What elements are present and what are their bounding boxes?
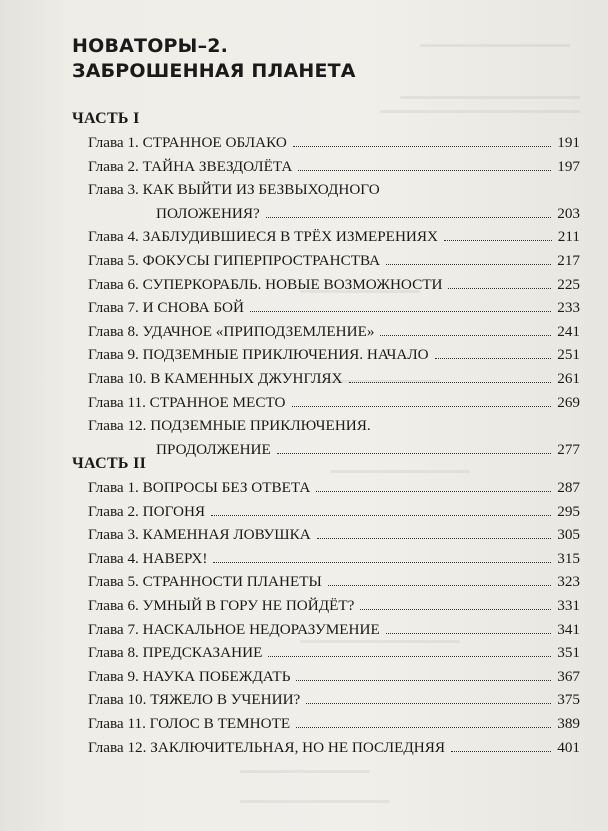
dot-leader bbox=[328, 585, 551, 586]
toc-entry bbox=[88, 642, 580, 666]
toc-entry bbox=[88, 689, 580, 713]
page-number: 269 bbox=[557, 393, 580, 411]
page-number: 323 bbox=[557, 573, 580, 591]
page-number: 295 bbox=[557, 502, 580, 520]
toc-entry bbox=[88, 713, 580, 737]
toc-entry-line bbox=[88, 392, 580, 416]
page-number: 287 bbox=[557, 479, 580, 496]
page-number: 351 bbox=[557, 644, 580, 662]
toc-entry-line bbox=[88, 132, 580, 156]
toc-entry-line bbox=[88, 203, 580, 227]
chapter-title: Глава 9. ПОДЗЕМНЫЕ ПРИКЛЮЧЕНИЯ. НАЧАЛО bbox=[88, 346, 429, 364]
book-title-line-1: НОВАТОРЫ–2. bbox=[72, 35, 229, 57]
toc-entry bbox=[88, 132, 580, 156]
dot-leader bbox=[317, 538, 552, 539]
page-number: 277 bbox=[557, 440, 580, 458]
page-number: 251 bbox=[557, 346, 580, 364]
page-number: 367 bbox=[557, 667, 580, 685]
toc-entry bbox=[88, 666, 580, 690]
page-number: 203 bbox=[557, 204, 580, 222]
dot-leader bbox=[296, 680, 551, 681]
page-number: 211 bbox=[557, 228, 580, 246]
dot-leader bbox=[306, 703, 551, 704]
toc-entry bbox=[88, 477, 580, 501]
toc-entry bbox=[88, 156, 580, 180]
dot-leader bbox=[213, 562, 551, 563]
page-number: 331 bbox=[557, 597, 580, 614]
page-number: 315 bbox=[557, 549, 580, 567]
chapter-title: Глава 2. ПОГОНЯ bbox=[88, 502, 206, 520]
toc-entry bbox=[88, 179, 580, 226]
page-number: 389 bbox=[557, 715, 580, 732]
dot-leader bbox=[268, 656, 551, 657]
dot-leader bbox=[349, 382, 552, 383]
toc-entry-line bbox=[88, 571, 580, 595]
page-number: 261 bbox=[557, 370, 580, 387]
dot-leader bbox=[293, 146, 551, 147]
toc-entry bbox=[88, 548, 580, 572]
chapter-title: Глава 3. КАМЕННАЯ ЛОВУШКА bbox=[88, 526, 311, 544]
dot-leader bbox=[250, 311, 551, 312]
toc-entry-line bbox=[88, 548, 580, 572]
dot-leader bbox=[211, 515, 551, 516]
chapter-title: Глава 5. ФОКУСЫ ГИПЕРПРОСТРАНСТВА bbox=[88, 252, 381, 269]
chapter-title: Глава 7. НАСКАЛЬНОЕ НЕДОРАЗУМЕНИЕ bbox=[88, 620, 380, 638]
page-number: 375 bbox=[557, 691, 580, 709]
toc-entry-line bbox=[88, 344, 580, 368]
dot-leader bbox=[386, 264, 551, 265]
chapter-title: Глава 1. ВОПРОСЫ БЕЗ ОТВЕТА bbox=[88, 479, 311, 496]
dot-leader bbox=[448, 288, 551, 289]
chapter-title: Глава 10. ТЯЖЕЛО В УЧЕНИИ? bbox=[88, 691, 301, 709]
dot-leader bbox=[296, 727, 551, 728]
chapter-title: Глава 8. ПРЕДСКАЗАНИЕ bbox=[88, 644, 263, 662]
page-number: 241 bbox=[557, 322, 580, 340]
toc-entry-line bbox=[88, 297, 580, 321]
chapter-title: Глава 2. ТАЙНА ЗВЕЗДОЛЁТА bbox=[88, 157, 293, 175]
toc-entry-line bbox=[88, 713, 580, 737]
page-number: 233 bbox=[557, 299, 580, 317]
dot-leader bbox=[444, 240, 552, 241]
dot-leader bbox=[380, 335, 551, 336]
page-number: 305 bbox=[557, 526, 580, 544]
chapter-title: Глава 3. КАК ВЫЙТИ ИЗ БЕЗВЫХОДНОГО bbox=[88, 181, 380, 199]
toc-entry-line bbox=[88, 619, 580, 643]
toc-entry-line bbox=[88, 274, 580, 298]
chapter-title: Глава 11. СТРАННОЕ МЕСТО bbox=[88, 393, 286, 411]
chapter-title: Глава 1. СТРАННОЕ ОБЛАКО bbox=[88, 134, 287, 151]
page-number: 217 bbox=[557, 252, 580, 269]
toc-entry-line bbox=[88, 226, 580, 250]
chapter-title: Глава 6. СУПЕРКОРАБЛЬ. НОВЫЕ ВОЗМОЖНОСТИ bbox=[88, 275, 443, 293]
dot-leader bbox=[298, 170, 551, 171]
chapter-title: Глава 6. УМНЫЙ В ГОРУ НЕ ПОЙДЁТ? bbox=[88, 597, 355, 614]
toc-entry-line bbox=[88, 595, 580, 619]
toc-entry bbox=[88, 250, 580, 274]
toc-entry bbox=[88, 226, 580, 250]
toc-entry-line bbox=[88, 156, 580, 180]
toc-entry-line bbox=[88, 477, 580, 501]
toc-entry bbox=[88, 321, 580, 345]
chapter-title: Глава 4. НАВЕРХ! bbox=[88, 549, 208, 567]
chapter-title: ПОЛОЖЕНИЯ? bbox=[156, 204, 260, 222]
page-number: 191 bbox=[557, 134, 580, 151]
chapter-title: Глава 5. СТРАННОСТИ ПЛАНЕТЫ bbox=[88, 573, 322, 591]
chapter-title: Глава 9. НАУКА ПОБЕЖДАТЬ bbox=[88, 667, 291, 685]
toc-entry-line bbox=[88, 642, 580, 666]
toc-entry bbox=[88, 595, 580, 619]
chapter-title: Глава 12. ПОДЗЕМНЫЕ ПРИКЛЮЧЕНИЯ. bbox=[88, 417, 371, 435]
toc-entry bbox=[88, 344, 580, 368]
page-number: 225 bbox=[557, 275, 580, 293]
toc-entry bbox=[88, 501, 580, 525]
dot-leader bbox=[266, 217, 551, 218]
chapter-title: Глава 10. В КАМЕННЫХ ДЖУНГЛЯХ bbox=[88, 370, 343, 387]
toc-entry bbox=[88, 415, 580, 462]
toc-entry-line bbox=[88, 368, 580, 392]
toc-entry bbox=[88, 571, 580, 595]
part-heading: ЧАСТЬ I bbox=[72, 110, 140, 127]
page-number: 341 bbox=[557, 620, 580, 638]
dot-leader bbox=[316, 491, 551, 492]
toc-entry bbox=[88, 297, 580, 321]
toc-entry-line bbox=[88, 415, 580, 439]
chapter-title: Глава 12. ЗАКЛЮЧИТЕЛЬНАЯ, НО НЕ ПОСЛЕДНЯЯ bbox=[88, 738, 445, 756]
toc-entry-line bbox=[88, 524, 580, 548]
dot-leader bbox=[451, 751, 551, 752]
chapter-title: Глава 7. И СНОВА БОЙ bbox=[88, 299, 244, 317]
toc-entry bbox=[88, 619, 580, 643]
toc-entry-line bbox=[88, 689, 580, 713]
dot-leader bbox=[292, 406, 552, 407]
chapter-title: Глава 8. УДАЧНОЕ «ПРИПОДЗЕМЛЕНИЕ» bbox=[88, 322, 375, 340]
dot-leader bbox=[360, 609, 551, 610]
toc-entry-line bbox=[88, 439, 580, 463]
toc-entry-line bbox=[88, 250, 580, 274]
toc-entry-line bbox=[88, 501, 580, 525]
dot-leader bbox=[435, 358, 552, 359]
toc-entry bbox=[88, 392, 580, 416]
chapter-title: Глава 4. ЗАБЛУДИВШИЕСЯ В ТРЁХ ИЗМЕРЕНИЯХ bbox=[88, 228, 438, 246]
dot-leader bbox=[277, 453, 551, 454]
chapter-title: Глава 11. ГОЛОС В ТЕМНОТЕ bbox=[88, 715, 291, 732]
page-number: 197 bbox=[557, 157, 580, 175]
toc-entry bbox=[88, 368, 580, 392]
toc-entry-line bbox=[88, 321, 580, 345]
toc-entry-line bbox=[88, 666, 580, 690]
toc-entry-line bbox=[88, 737, 580, 761]
chapter-title: ПРОДОЛЖЕНИЕ bbox=[156, 440, 271, 458]
toc-entry bbox=[88, 737, 580, 761]
page-number: 401 bbox=[557, 738, 580, 756]
toc-entry bbox=[88, 524, 580, 548]
toc-entry bbox=[88, 274, 580, 298]
toc-entry-line bbox=[88, 179, 580, 203]
book-title-line-2: ЗАБРОШЕННАЯ ПЛАНЕТА bbox=[72, 60, 356, 82]
dot-leader bbox=[386, 633, 551, 634]
part-heading: ЧАСТЬ II bbox=[72, 455, 147, 472]
